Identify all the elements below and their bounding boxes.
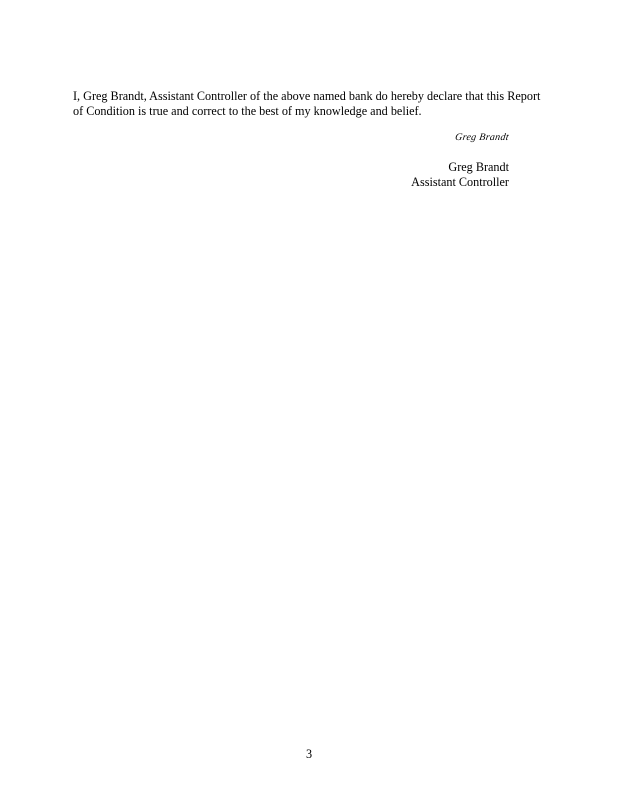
signer-title: Assistant Controller: [411, 175, 509, 189]
signature-block: [411, 130, 509, 190]
declaration-line-2: of Condition is true and correct to the best of my knowledge and belief.: [73, 104, 422, 118]
declaration-paragraph: [73, 89, 563, 119]
handwritten-signature: Greg Brandt: [454, 132, 510, 143]
page-number: 3: [305, 747, 313, 761]
declaration-line-1: I, Greg Brandt, Assistant Controller of the above named bank do hereby declare that this Report: [73, 89, 541, 103]
signer-name: Greg Brandt: [448, 160, 509, 174]
